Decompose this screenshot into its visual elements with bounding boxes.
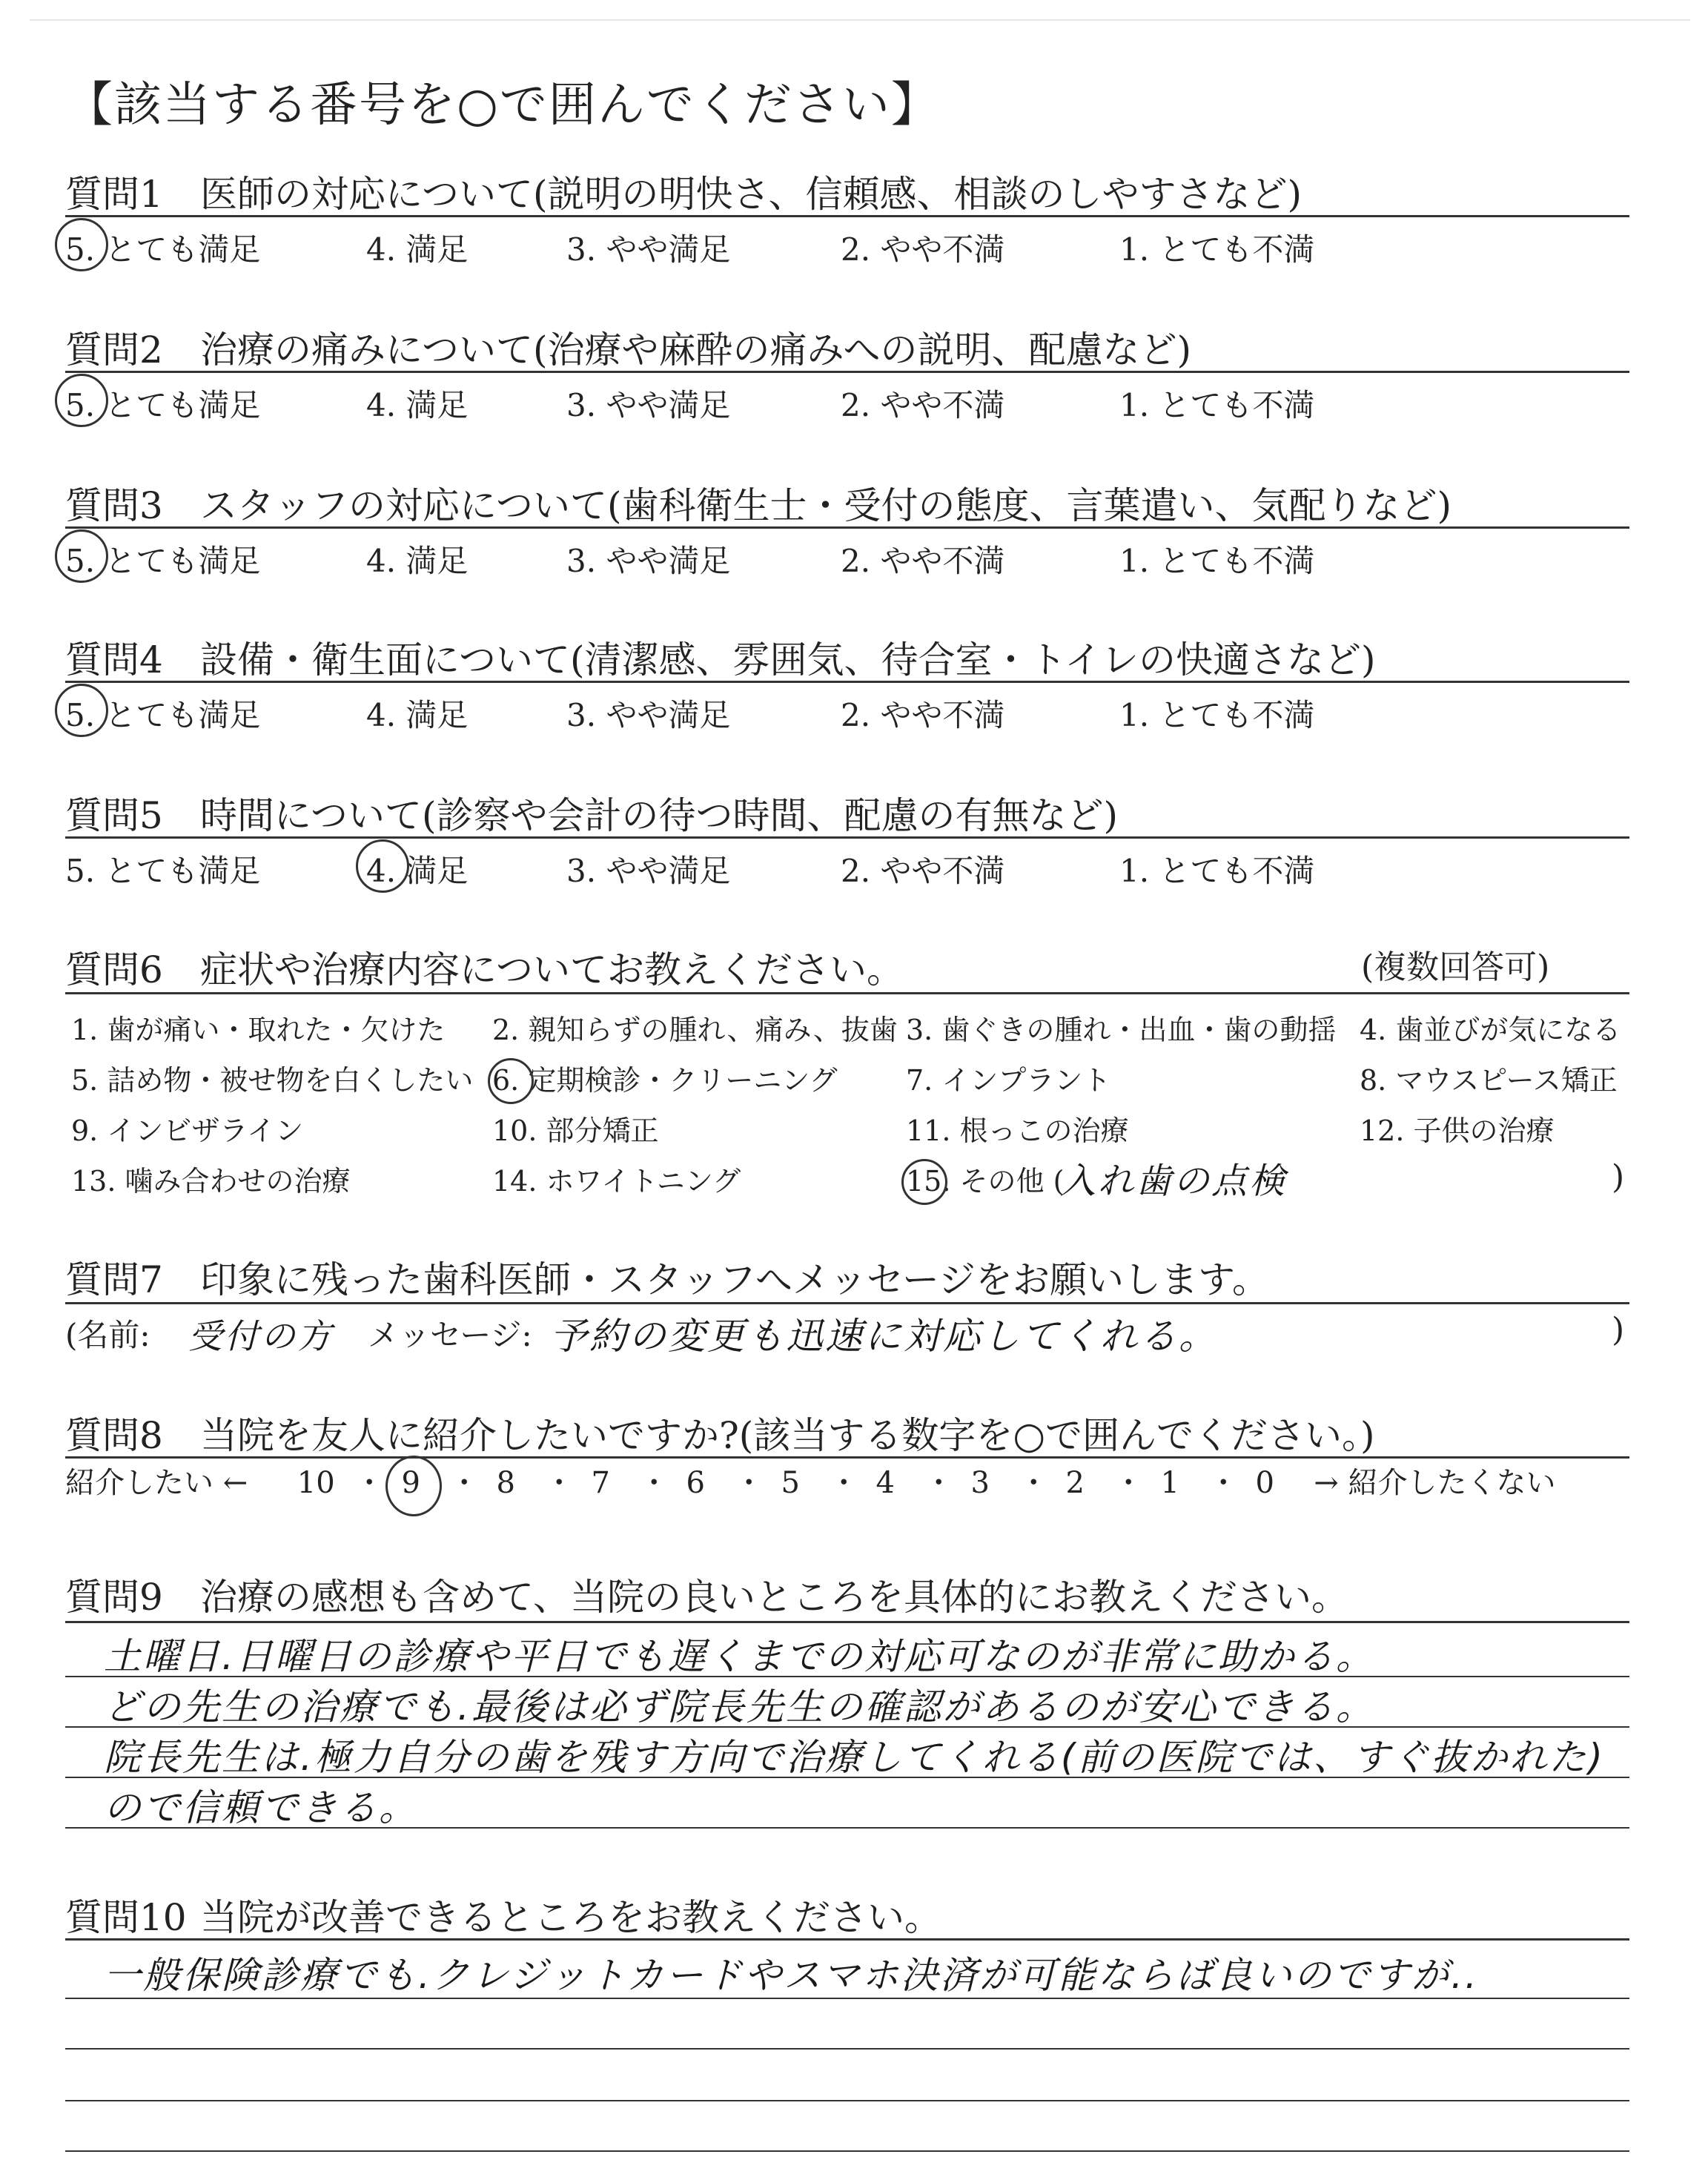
q5-option-5[interactable] — [65, 847, 260, 891]
option-label: 3. やや満足 — [566, 853, 731, 889]
q6-option-15[interactable]: 15. その他 ( — [906, 1165, 1065, 1198]
option-label: 4. 満足 — [366, 697, 469, 733]
q9-line-1: 土曜日.日曜日の診療や平日でも遅くまでの対応可なのが非常に助かる。 — [104, 1635, 1375, 1678]
q2-option-5[interactable] — [65, 381, 260, 426]
option-label: 2. やや不満 — [841, 697, 1005, 733]
option-label: 4. 満足 — [366, 847, 468, 891]
q2-text: 治療の痛みについて(治療や麻酔の痛みへの説明、配慮など) — [200, 328, 1192, 371]
q8-separator: ・ — [354, 1466, 385, 1500]
q8-separator: ・ — [924, 1466, 954, 1500]
q6-selected-number: 15. — [906, 1165, 951, 1198]
option-label: 5. とても満足 — [65, 853, 261, 889]
q7-heading — [65, 1250, 1269, 1304]
q8-right-label: → 紹介したくない — [1314, 1466, 1556, 1500]
q2-heading — [65, 320, 1191, 374]
q5-option-2[interactable] — [841, 847, 1004, 891]
option-label: 3. やや満足 — [566, 697, 731, 733]
q1-option-4[interactable] — [366, 225, 468, 270]
option-label: 5. とても満足 — [65, 381, 260, 426]
option-label: 4. 満足 — [366, 231, 469, 268]
q1-rule — [65, 215, 1629, 217]
q5-rule — [65, 836, 1629, 839]
option-label: 2. やや不満 — [841, 387, 1005, 423]
q5-text: 時間について(診察や会計の待つ時間、配慮の有無など) — [200, 794, 1119, 837]
option-label: 3. やや満足 — [566, 387, 731, 423]
q5-option-4[interactable] — [366, 847, 468, 891]
q8-scale-6[interactable]: 6 — [686, 1466, 705, 1500]
q6-option-1[interactable]: 1. 歯が痛い・取れた・欠けた — [71, 1014, 446, 1046]
q8-separator: ・ — [449, 1466, 480, 1500]
q7-message-label: メッセージ: — [368, 1317, 532, 1353]
q6-option-6[interactable]: 6. 定期検診・クリーニング — [492, 1064, 838, 1097]
q8-separator: ・ — [639, 1466, 669, 1500]
q1-option-3[interactable] — [566, 225, 730, 270]
q6-text: 症状や治療内容についてお教えください。 — [200, 948, 904, 991]
q4-option-3[interactable] — [566, 691, 730, 736]
q1-option-2[interactable] — [841, 225, 1004, 270]
q6-option-14[interactable]: 14. ホワイトニング — [492, 1165, 741, 1198]
q7-name-value: 受付の方 — [188, 1316, 334, 1356]
q9-writing-rule — [65, 1827, 1629, 1829]
q8-separator: ・ — [1208, 1466, 1239, 1500]
q8-text: 当院を友人に紹介したいですか?(該当する数字を○で囲んでください。) — [200, 1414, 1375, 1457]
q9-number: 質問9 — [65, 1576, 163, 1619]
q7-number: 質問7 — [65, 1258, 163, 1301]
q3-rule — [65, 526, 1629, 529]
q6-option-9[interactable]: 9. インビザライン — [71, 1114, 304, 1147]
q7-rule — [65, 1302, 1629, 1304]
q5-option-3[interactable] — [566, 847, 730, 891]
q10-text: 当院が改善できるところをお教えください。 — [200, 1896, 941, 1939]
q8-separator: ・ — [734, 1466, 764, 1500]
q5-option-1[interactable] — [1119, 847, 1314, 891]
q8-left-label: 紹介したい ← — [65, 1466, 248, 1500]
q6-option-8[interactable]: 8. マウスピース矯正 — [1360, 1064, 1618, 1097]
q8-scale-1[interactable]: 1 — [1160, 1466, 1179, 1500]
q4-text: 設備・衛生面について(清潔感、雰囲気、待合室・トイレの快適さなど) — [200, 638, 1376, 681]
q7-text: 印象に残った歯科医師・スタッフへメッセージをお願いします。 — [200, 1258, 1269, 1301]
q9-line-2: どの先生の治療でも.最後は必ず院長先生の確認があるのが安心できる。 — [104, 1685, 1375, 1728]
q3-text: スタッフの対応について(歯科衛生士・受付の態度、言葉遣い、気配りなど) — [200, 484, 1452, 527]
q10-writing-rule — [65, 2100, 1629, 2101]
q10-rule — [65, 1938, 1629, 1941]
q8-scale-0[interactable]: 0 — [1255, 1466, 1274, 1500]
q10-heading — [65, 1888, 941, 1941]
option-label: 1. とても不満 — [1119, 697, 1315, 733]
q4-heading — [65, 630, 1376, 684]
q10-line-1: 一般保険診療でも.クレジットカードやスマホ決済が可能ならば良いのですが.. — [104, 1954, 1479, 1997]
q8-scale-9[interactable]: 9 — [372, 1466, 449, 1500]
option-label: 3. やや満足 — [566, 231, 731, 268]
q6-option-5[interactable]: 5. 詰め物・被せ物を白くしたい — [71, 1064, 474, 1097]
q8-scale-7[interactable]: 7 — [591, 1466, 610, 1500]
q6-other-close: ) — [1612, 1158, 1625, 1196]
q4-option-5[interactable] — [65, 691, 260, 736]
q1-option-5[interactable] — [65, 225, 260, 270]
q9-line-3: 院長先生は.極力自分の歯を残す方向で治療してくれる(前の医院では、すぐ抜かれた) — [104, 1736, 1605, 1779]
q6-option-7[interactable]: 7. インプラント — [906, 1064, 1111, 1097]
option-label: 4. 満足 — [366, 543, 469, 579]
q8-scale-10[interactable]: 10 — [297, 1466, 335, 1500]
q8-scale-3[interactable]: 3 — [970, 1466, 990, 1500]
q9-rule — [65, 1621, 1629, 1623]
q1-option-1[interactable] — [1119, 225, 1314, 270]
option-label: 1. とても不満 — [1119, 231, 1315, 268]
q8-scale-5[interactable]: 5 — [781, 1466, 800, 1500]
q8-scale-8[interactable]: 8 — [496, 1466, 515, 1500]
q7-close-paren: ) — [1612, 1311, 1625, 1349]
q6-option-10[interactable]: 10. 部分矯正 — [492, 1114, 659, 1147]
q8-rule — [65, 1456, 1629, 1459]
option-label: 2. やや不満 — [841, 231, 1005, 268]
q3-option-2[interactable] — [841, 537, 1004, 581]
q10-writing-rule — [65, 2048, 1629, 2050]
q3-option-4[interactable] — [366, 537, 468, 581]
option-label: 5. とても満足 — [65, 691, 260, 736]
q6-option-4[interactable]: 4. 歯並びが気になる — [1360, 1014, 1621, 1046]
q3-option-1[interactable] — [1119, 537, 1314, 581]
q6-selected-number: 6. — [492, 1064, 520, 1097]
q6-rule — [65, 992, 1629, 994]
q1-text: 医師の対応について(説明の明快さ、信頼感、相談のしやすさなど) — [200, 173, 1302, 216]
q10-writing-rule — [65, 2150, 1629, 2152]
q7-name-label: (名前: — [65, 1317, 150, 1353]
q3-option-5[interactable] — [65, 537, 260, 581]
q8-heading — [65, 1406, 1374, 1459]
q6-option-2[interactable]: 2. 親知らずの腫れ、痛み、抜歯 — [492, 1014, 898, 1046]
q6-option-13[interactable]: 13. 噛み合わせの治療 — [71, 1165, 351, 1198]
q9-heading — [65, 1568, 1348, 1621]
q6-heading — [65, 940, 904, 994]
option-label: 4. 満足 — [366, 387, 469, 423]
q1-heading — [65, 165, 1302, 218]
q8-number: 質問8 — [65, 1414, 163, 1457]
q10-writing-rule — [65, 1998, 1629, 1999]
option-label: 1. とても不満 — [1119, 543, 1315, 579]
q2-option-1[interactable] — [1119, 381, 1314, 426]
q8-separator: ・ — [1019, 1466, 1049, 1500]
option-label: 2. やや不満 — [841, 853, 1005, 889]
q3-heading — [65, 476, 1452, 529]
q4-option-4[interactable] — [366, 691, 468, 736]
q8-scale-2[interactable]: 2 — [1065, 1466, 1085, 1500]
q5-heading — [65, 786, 1118, 839]
q2-option-2[interactable] — [841, 381, 1004, 426]
q8-scale-4[interactable]: 4 — [875, 1466, 895, 1500]
q2-rule — [65, 371, 1629, 373]
q3-number: 質問3 — [65, 484, 163, 527]
q4-option-1[interactable] — [1119, 691, 1314, 736]
q6-option-3[interactable]: 3. 歯ぐきの腫れ・出血・歯の動揺 — [906, 1014, 1337, 1046]
option-label: 1. とても不満 — [1119, 853, 1315, 889]
q2-option-3[interactable] — [566, 381, 730, 426]
page-title: 【該当する番号を○で囲んでください】 — [65, 78, 940, 133]
q8-separator: ・ — [544, 1466, 575, 1500]
q2-number: 質問2 — [65, 328, 163, 371]
q2-option-4[interactable] — [366, 381, 468, 426]
q5-number: 質問5 — [65, 794, 163, 837]
q4-number: 質問4 — [65, 638, 163, 681]
q7-message-value: 予約の変更も迅速に対応してくれる。 — [550, 1315, 1218, 1358]
q8-scale — [65, 1459, 1555, 1502]
top-border — [30, 19, 1690, 21]
q6-option-11[interactable]: 11. 根っこの治療 — [906, 1114, 1129, 1147]
q3-option-3[interactable] — [566, 537, 730, 581]
option-label: 5. とても満足 — [65, 225, 260, 270]
q8-separator: ・ — [1113, 1466, 1144, 1500]
option-label: 3. やや満足 — [566, 543, 731, 579]
q4-rule — [65, 681, 1629, 683]
q9-line-4: ので信頼できる。 — [104, 1786, 418, 1829]
option-label: 1. とても不満 — [1119, 387, 1315, 423]
option-label: 2. やや不満 — [841, 543, 1005, 579]
q6-other-answer: 入れ歯の点検 — [1060, 1160, 1288, 1202]
q6-multiple-note: (複数回答可) — [1361, 948, 1550, 986]
q6-number: 質問6 — [65, 948, 163, 991]
q1-number: 質問1 — [65, 173, 163, 216]
q10-number: 質問10 — [65, 1896, 187, 1939]
q6-option-12[interactable]: 12. 子供の治療 — [1360, 1114, 1555, 1147]
q9-text: 治療の感想も含めて、当院の良いところを具体的にお教えください。 — [200, 1576, 1348, 1619]
q8-separator: ・ — [829, 1466, 859, 1500]
option-label: 5. とても満足 — [65, 537, 260, 581]
q4-option-2[interactable] — [841, 691, 1004, 736]
